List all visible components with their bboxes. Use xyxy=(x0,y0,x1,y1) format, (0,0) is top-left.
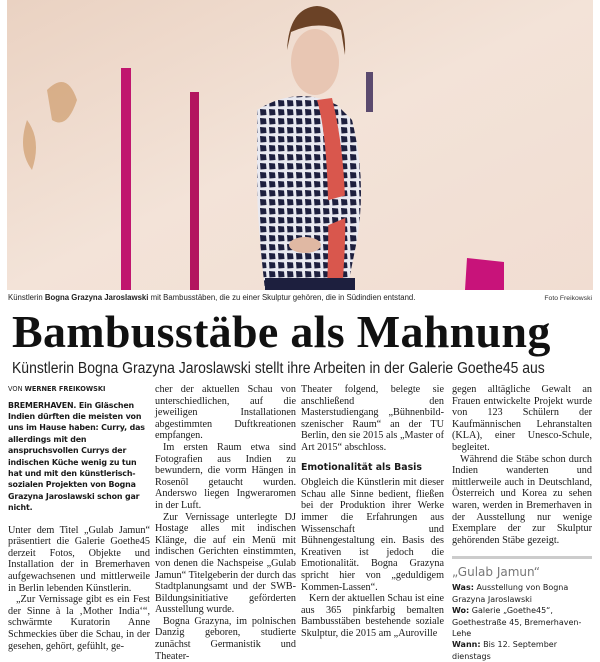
paragraph: Zur Vernissage unterlegte DJ Hostage alles mit indischen Klänge, die auf ein Menü mit indischen Gerichten einstimmten, von denen die Nachspeise „Gulab Jamun“ Titelgeberin der durch das Stadtplanungsamt und der SWB-Bildungsinitiative geförderten Ausstellung wurde. xyxy=(155,511,296,616)
info-row-what xyxy=(452,582,592,605)
info-label: Wann: xyxy=(452,640,481,650)
info-row-when xyxy=(452,639,592,662)
byline-prefix: VON xyxy=(8,385,25,393)
photo-credit: Foto Freikowski xyxy=(544,295,592,302)
caption-text: mit Bambusstäben, die zu einer Skulptur gehören, die in Südindien entstand. xyxy=(148,293,416,302)
paragraph: Unter dem Titel „Gulab Jamun“ präsentiert die Galerie Goethe45 derzeit Fotos, Objekte und Installation der in Bremerhaven aufgewachsenen und mittlerweile in Berlin lebenden Künstlerin. xyxy=(8,524,150,594)
lead-paragraph: BREMERHAVEN. Ein Gläschen Indien dürften die meisten von uns im Hause haben: Curry, das allerdings mit den anspruchsvollen Currys der indischen Küche wenig zu tun hat und mit den künstlerisch-sozialen Projekten von Bogna Grazyna Jaroslawski schon gar nicht. xyxy=(8,400,145,513)
paragraph: Kern der aktuellen Schau ist eine aus 365 pinkfarbig bemalten Bambusstäben bestehende soziale Skulptur, die 2015 am „Auroville xyxy=(301,593,444,639)
caption-artist-name: Bogna Grazyna Jaroslawski xyxy=(44,293,149,302)
paragraph: Bogna Grazyna, im polnischen Danzig geboren, studierte zunächst Germanistik und Theater- xyxy=(155,615,296,662)
article-column-2 xyxy=(155,384,296,662)
article-photo xyxy=(7,0,593,290)
paragraph: gegen alltägliche Gewalt an Frauen entwickelte Projekt wurde von 123 Schülern der Kaufmännischen Lehranstalten (KLA), einer Unesco-Schule, begleitet. xyxy=(452,384,592,453)
info-label: Was: xyxy=(452,583,474,593)
bamboo-stick xyxy=(465,258,504,290)
headline: Bambusstäbe als Mahnung xyxy=(12,306,551,357)
bamboo-stick xyxy=(190,92,199,290)
bamboo-stick xyxy=(121,68,131,290)
article-column-4 xyxy=(452,384,592,662)
info-value: Galerie „Goethe45“, Goethestraße 45, Bremerhaven-Lehe xyxy=(452,606,582,638)
subheading: Emotionalität als Basis xyxy=(301,461,422,473)
article-column-1 xyxy=(8,384,150,652)
paragraph: Im ersten Raum etwa sind Fotografien aus Indien zu bewundern, die vorm Hängen in Rosenöl getaucht wurden. Anderswo liegen Ingweraromen in der Luft. xyxy=(155,441,296,511)
info-row-where xyxy=(452,605,592,639)
info-value: Bis 12. September dienstags xyxy=(452,640,557,661)
caption-text: Künstlerin xyxy=(8,293,45,302)
paragraph: Während die Stäbe schon durch Indien wanderten und mittlerweile auch in Deutschland, Österreich und Korea zu sehen waren, werden in Bremerhaven in der Ausstellung nur wenige Exemplare der zur Skulptur gehörenden Stäbe gezeigt. xyxy=(452,453,592,546)
paragraph: cher der aktuellen Schau von unterschiedlichen, auf die jeweiligen Installationen abgestimmten Duftkreationen empfangen. xyxy=(155,384,296,442)
byline xyxy=(8,384,150,396)
info-box-title: „Gulab Jamun“ xyxy=(452,565,540,580)
bamboo-stick xyxy=(366,72,373,112)
paragraph: Theater folgend, belegte sie anschließend den Masterstudiengang „Bühnenbild-szenischer Raum“ an der TU Berlin, den sie 2015 als „Master of Art 2015“ abschloss. xyxy=(301,384,444,453)
subtitle: Künstlerin Bogna Grazyna Jaroslawski stellt ihre Arbeiten in der Galerie Goethe45 aus xyxy=(12,360,545,377)
info-value: Ausstellung von Bogna Grazyna Jaroslawski xyxy=(452,583,569,604)
paragraph: Obgleich die Künstlerin mit dieser Schau alle Sinne bedient, fließen bei der Produktion ihrer Werke immer die Erfahrungen aus Wissenschaft und Bühnengestaltung ein. Basis des Kreativen ist jedoch die Emotionalität. Bogna Grazyna spricht hier von „geduldigem Kommen-Lassen“. xyxy=(301,477,444,593)
article-column-3 xyxy=(301,384,444,639)
photo-caption xyxy=(8,293,528,303)
byline-author: WERNER FREIKOWSKI xyxy=(24,385,106,393)
info-box xyxy=(452,556,592,662)
paragraph: „Zur Vernissage gibt es ein Fest der Sinne à la ‚Mother India‘“, schwärmte Kuratorin Anne Schmeckies über die Schau, in der gesehen, gehört, gefühlt, ge- xyxy=(8,594,150,652)
info-label: Wo: xyxy=(452,606,470,616)
artist-photo-illustration xyxy=(7,0,593,290)
